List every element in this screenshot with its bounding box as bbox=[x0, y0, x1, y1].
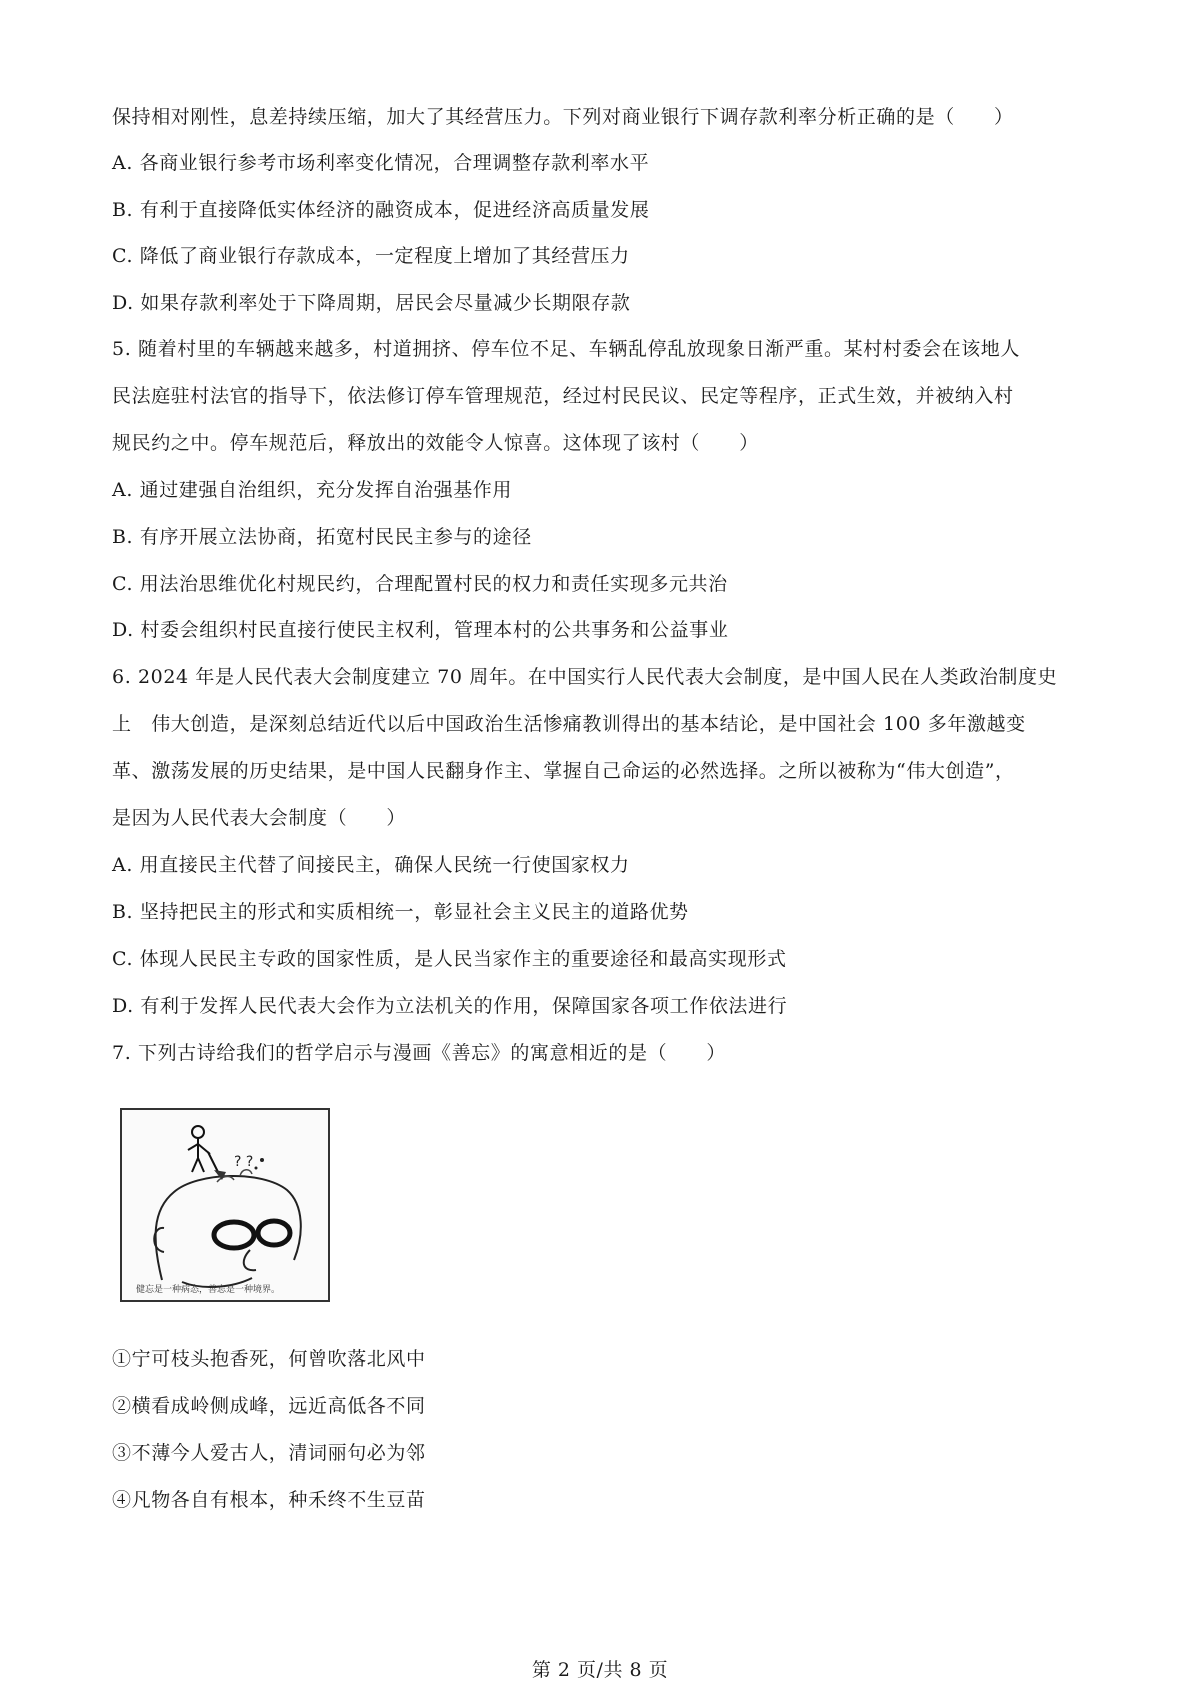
q5-stem-line-1: 5. 随着村里的车辆越来越多，村道拥挤、停车位不足、车辆乱停乱放现象日渐严重。某村村委会在该地人 bbox=[112, 338, 1020, 360]
q6-option-c: C. 体现人民民主专政的国家性质，是人民当家作主的重要途径和最高实现形式 bbox=[112, 948, 787, 970]
q5-stem-line-3: 规民约之中。停车规范后，释放出的效能令人惊喜。这体现了该村（ ） bbox=[112, 432, 759, 454]
q4-option-d: D. 如果存款利率处于下降周期，居民会尽量减少长期限存款 bbox=[112, 292, 631, 314]
q6-stem-line-1: 6. 2024 年是人民代表大会制度建立 70 周年。在中国实行人民代表大会制度，是中国人民在人类政治制度史 bbox=[112, 666, 1058, 688]
page-footer: 第 2 页/共 8 页 bbox=[531, 1659, 669, 1681]
cartoon-drawing bbox=[122, 1110, 328, 1300]
q6-option-a: A. 用直接民主代替了间接民主，确保人民统一行使国家权力 bbox=[112, 854, 630, 876]
svg-text:? ?: ? ? bbox=[234, 1154, 254, 1170]
q7-stem: 7. 下列古诗给我们的哲学启示与漫画《善忘》的寓意相近的是（ ） bbox=[112, 1042, 726, 1064]
q6-option-d: D. 有利于发挥人民代表大会作为立法机关的作用，保障国家各项工作依法进行 bbox=[112, 995, 788, 1017]
q5-option-c: C. 用法治思维优化村规民约，合理配置村民的权力和责任实现多元共治 bbox=[112, 573, 728, 595]
q5-option-a: A. 通过建强自治组织，充分发挥自治强基作用 bbox=[112, 479, 513, 501]
q7-item-1: ①宁可枝头抱香死，何曾吹落北风中 bbox=[112, 1348, 426, 1370]
q5-stem-line-2: 民法庭驻村法官的指导下，依法修订停车管理规范，经过村民民议、民定等程序，正式生效，并被纳入村 bbox=[112, 385, 1014, 407]
q4-stem-line: 保持相对刚性，息差持续压缩，加大了其经营压力。下列对商业银行下调存款利率分析正确的是（ ） bbox=[112, 106, 1014, 128]
q6-stem-line-3: 革、激荡发展的历史结果，是中国人民翻身作主、掌握自己命运的必然选择。之所以被称为“伟大创造”， bbox=[112, 760, 1015, 782]
q5-option-b: B. 有序开展立法协商，拓宽村民民主参与的途径 bbox=[112, 526, 532, 548]
q5-option-d: D. 村委会组织村民直接行使民主权利，管理本村的公共事务和公益事业 bbox=[112, 619, 729, 641]
q6-stem-line-2: 上 伟大创造，是深刻总结近代以后中国政治生活惨痛教训得出的基本结论，是中国社会 100 多年激越变 bbox=[112, 713, 1026, 735]
q6-option-b: B. 坚持把民主的形式和实质相统一，彰显社会主义民主的道路优势 bbox=[112, 901, 689, 923]
q7-item-2: ②横看成岭侧成峰，远近高低各不同 bbox=[112, 1395, 426, 1417]
q7-item-4: ④凡物各自有根本，种禾终不生豆苗 bbox=[112, 1489, 426, 1511]
cartoon-image bbox=[120, 1108, 330, 1302]
q6-stem-line-4: 是因为人民代表大会制度（ ） bbox=[112, 807, 407, 829]
q4-option-a: A. 各商业银行参考市场利率变化情况，合理调整存款利率水平 bbox=[112, 152, 650, 174]
cartoon-caption: 健忘是一种病态，善忘是一种境界。 bbox=[136, 1285, 281, 1295]
q4-option-b: B. 有利于直接降低实体经济的融资成本，促进经济高质量发展 bbox=[112, 199, 650, 221]
q7-item-3: ③不薄今人爱古人，清词丽句必为邻 bbox=[112, 1442, 426, 1464]
q4-option-c: C. 降低了商业银行存款成本，一定程度上增加了其经营压力 bbox=[112, 245, 630, 267]
